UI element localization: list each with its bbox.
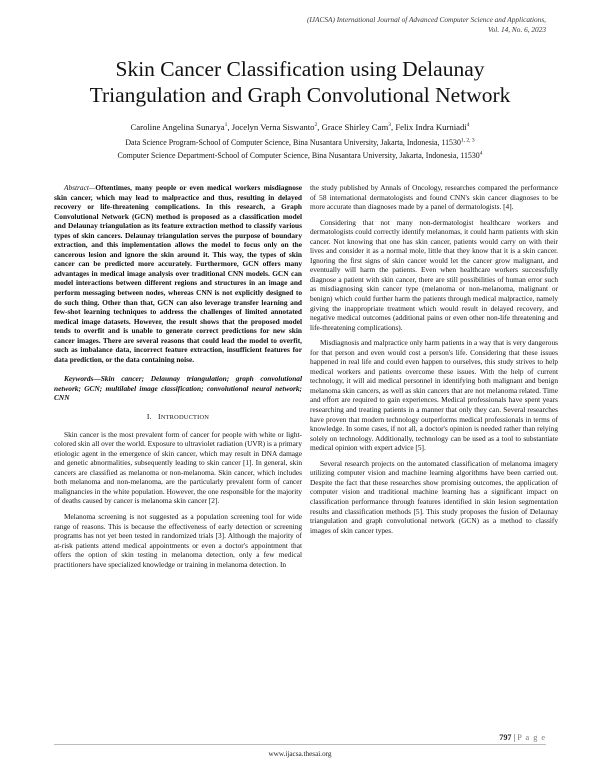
affiliation-2 [30,151,570,161]
section-numeral: I. [146,412,152,422]
journal-volume: Vol. 14, No. 6, 2023 [488,24,546,34]
author-sup: 1 [224,122,228,129]
paper-title [40,56,560,108]
body-paragraph: Melanoma screening is not suggested as a population screening tool for wide range of reasons. This is because the effectiveness of early detection or screening programs has not yet been tested in randomized trials [3]. Although the majority of at-risk patients attend medical appointments or even a doctor's appointment that offers the option of skin testing in melanoma detection, only a few medical practitioners have specialized knowledge or training in melanoma detection. In [54,511,302,569]
right-column [310,183,558,535]
title-line-1: Skin Cancer Classification using Delaunay [115,57,485,81]
title-line-2: Triangulation and Graph Convolutional Network [89,83,511,107]
section-title-rest: NTRODUCTION [160,414,210,422]
page-number-value: 797 [499,733,512,742]
body-paragraph: Several research projects on the automated classification of melanoma imagery utilizing computer vision and machine learning algorithms have been carried out. Despite the fact that these researches show promising outcomes, the application of computer vision and traditional machine learning has a significant impact on classification performance through features identified in skin lesion segmentation results and classification methods [5]. This study proposes the fusion of Delaunay triangulation and graph convolutional network (GCN) as a method to classify images of skin cancer types. [310,458,558,535]
body-paragraph: Skin cancer is the most prevalent form of cancer for people with white or light-colored skin all over the world. Exposure to ultraviolet radiation (UVR) is a primary etiologic agent in the emergence of skin cancer, which may result in DNA damage and genetic abnormalities, subsequently leading to skin cancer [1]. In general, skin cancers are classified as melanoma or non-melanoma. Skin cancer, which includes both melanoma and non-melanoma, are the particularly prevalent form of cancer malignancies in the white population. However, the one responsible for the majority of deaths caused by cancer is melanoma skin cancer [2]. [54,429,302,506]
page-number [499,733,546,742]
author-list: Caroline Angelina Sunarya$^1$, Jocelyn Verna Siswanto$^2$, Grace Shirley Cam$^3$, Felix Indra Kurniadi$^4$ [130,122,470,132]
author-name: Felix Indra Kurniadi [395,122,467,132]
affiliation-text: Computer Science Department-School of Computer Science, Bina Nusantara University, Jakarta, Indonesia, 11530 [117,151,480,160]
affiliation-text: Data Science Program-School of Computer Science, Bina Nusantara University, Jakarta, Indonesia, 11530 [125,138,461,147]
journal-header [166,15,546,34]
abstract [54,183,302,364]
section-first-letter: I [158,412,161,422]
author-sup: 3 [388,122,391,129]
abstract-text: Oftentimes, many people or even medical workers misdiagnose skin cancer, which may lead to malpractice and thus, resulting in delayed recovery or life-threatening complications. In this research, a Graph Convolutional Network (GCN) method is proposed as a classification model and Delaunay triangulation as its feature extraction method to classify various types of skin cancers. Delaunay triangulation serves the purpose of boundary extraction, and this implementation allows the model to focus only on the cancerous lesion and ignore the skin around it. This way, the types of skin cancer can be predicted more accurately. Furthermore, GCN offers many advantages in medical image analysis over traditional CNN models. GCN can model interactions between different regions and structures in an image and perform messaging between nodes, whereas CNN is not explicitly designed to do such thing. Other than that, GCN can also leverage transfer learning and few-shot learning techniques to address the challenges of limited annotated medical image datasets. However, the result shows that the proposed model tends to overfit and is unable to generate correct predictions for new skin cancer images. There are several reasons that could lead the model to overfit, such as imbalance data, incorrect feature extraction, insufficient features for data prediction, or the data containing noise. [54,183,302,364]
footer-divider [54,744,546,745]
author-sup: 4 [466,122,470,129]
keywords-label: Keywords— [64,374,101,384]
section-heading-introduction [54,412,302,423]
footer-url: www.ijacsa.thesai.org [268,750,332,758]
affiliation-sup: 4 [479,150,483,157]
author-name: Jocelyn Verna Siswanto [231,122,315,132]
journal-name: (IJACSA) International Journal of Advanced Computer Science and Applications, [306,15,546,24]
left-column [54,183,302,569]
page-word: P a g e [517,733,546,742]
affiliation-sup: 1, 2, 3 [460,137,475,144]
affiliation-1 [30,138,570,148]
body-paragraph: the study published by Annals of Oncology, researches compared the performance of 58 international dermatologists and found CNN's skin cancer diagnoses to be more accurate than diagnoses made by a panel of dermatologists. [4]. [310,183,558,212]
author-name: Grace Shirley Cam [321,122,389,132]
body-paragraph: Considering that not many non-dermatologist healthcare workers and dermatologists could correctly identify melanomas, it could harm patients with skin cancer. Not knowing that one has skin cancer, patients would carry on with their lives and consider it as a normal mole, little that they know that it is a skin cancer. Ignoring the first signs of skin cancer would let the cancer grow malignant, and eventually will harm the patients. Even when healthcare workers successfully diagnose a patient with skin cancer, there are still possibilities of human error such as misdiagnosing skin cancer type (melanoma or non-melanoma, malignant or benign) which could further harm the patients through medical malpractice, namely giving the inappropriate treatment which would result in delayed recovery, and negative medical outcomes (additional pains or even other non-life threatening and life-threatening complications). [310,217,558,332]
keywords [54,374,302,403]
page-separator: | [511,733,518,742]
author-sup: 2 [314,122,318,129]
body-paragraph: Misdiagnosis and malpractice only harm patients in a way that is very dangerous for that person and even would cost a person's life. Considering that these issues happened in real life and could even happen to ourselves, this study strives to help medical workers and patients overcome these issues. With the help of current technology, it will aid medical personnel in identifying both malignant and benign melanoma skin cancers, as well as skin cancers that are not melanoma related. Time and effort are required to gain experiences. Medical professionals have spent years researching and treating patients in a manner that only they can. Several researches have proven that modern technology outperforms medical professionals in terms of knowledge. In some cases, if not all, a doctor's opinion is needed rather than relying solely on technology. Additionally, technology can be used as a tool to substantiate medical opinion with expert advice [5]. [310,338,558,453]
keywords-text: Skin cancer; Delaunay triangulation; graph convolutional network; GCN; multilabel image classification; convolutional neural network; CNN [54,374,302,403]
author-name: Caroline Angelina Sunarya [130,122,225,132]
abstract-label: Abstract— [64,183,96,192]
